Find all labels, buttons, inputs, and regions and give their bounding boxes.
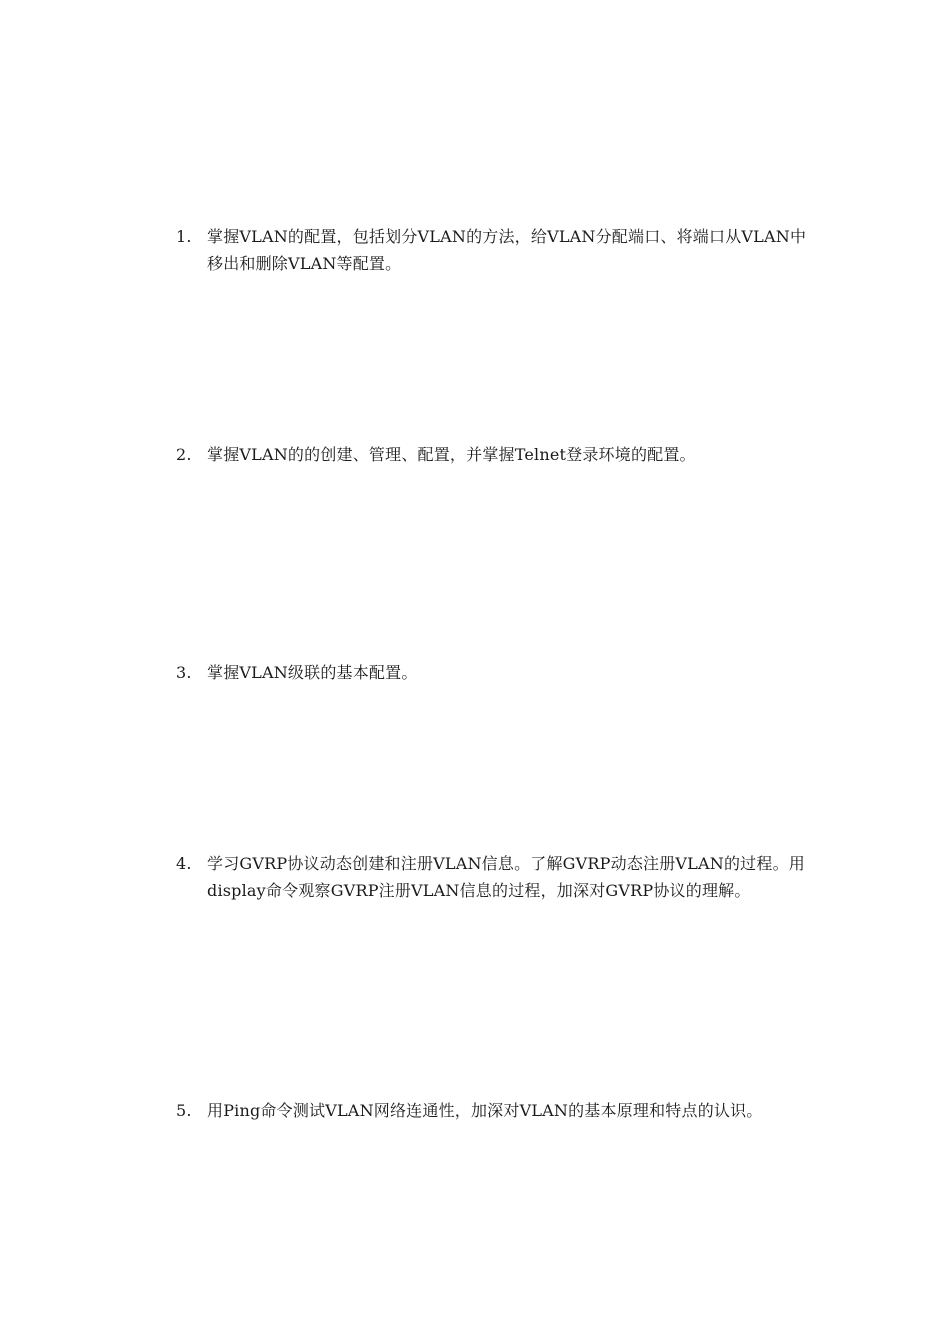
objective-item-3 xyxy=(176,659,810,686)
objective-number: 1. xyxy=(176,227,192,246)
objective-number: 4. xyxy=(176,854,192,873)
objective-item-2 xyxy=(176,441,810,468)
objective-number: 3. xyxy=(176,663,192,682)
objective-text: 学习GVRP协议动态创建和注册VLAN信息。了解GVRP动态注册VLAN的过程。用display命令观察GVRP注册VLAN信息的过程，加深对GVRP协议的理解。 xyxy=(207,854,805,900)
objective-number: 2. xyxy=(176,445,192,464)
objective-text: 掌握VLAN的配置，包括划分VLAN的方法，给VLAN分配端口、将端口从VLAN中移出和删除VLAN等配置。 xyxy=(207,227,807,273)
objective-text: 掌握VLAN级联的基本配置。 xyxy=(207,663,418,682)
objective-number: 5. xyxy=(176,1101,192,1120)
objective-item-4 xyxy=(176,850,810,904)
objective-item-1 xyxy=(176,223,810,277)
objective-item-5 xyxy=(176,1097,810,1124)
objective-text: 用Ping命令测试VLAN网络连通性，加深对VLAN的基本原理和特点的认识。 xyxy=(207,1101,763,1120)
objective-text: 掌握VLAN的的创建、管理、配置，并掌握Telnet登录环境的配置。 xyxy=(207,445,696,464)
